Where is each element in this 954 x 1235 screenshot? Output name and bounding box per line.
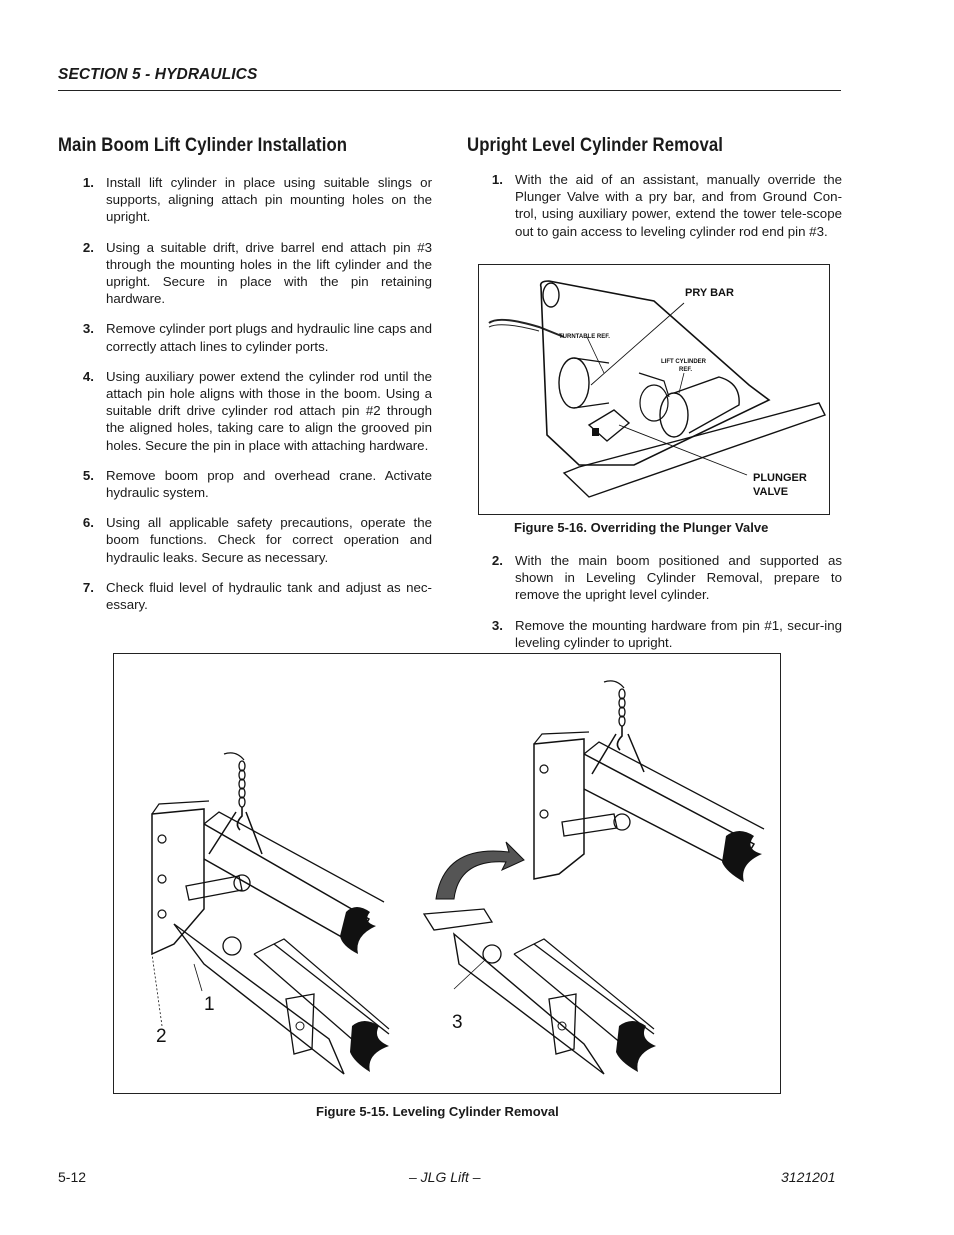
step-number: 5.: [82, 467, 94, 483]
section-header: SECTION 5 - HYDRAULICS: [58, 66, 258, 83]
step-number: 3.: [491, 617, 503, 633]
step-number: 4.: [82, 368, 94, 384]
label-valve: VALVE: [753, 486, 789, 498]
left-section-title: Main Boom Lift Cylinder Installation: [58, 134, 348, 156]
step-item: [467, 171, 842, 240]
label-turntable-ref: TURNTABLE REF.: [559, 334, 610, 340]
step-item: [58, 514, 432, 566]
callout-2: 2: [156, 1026, 167, 1047]
label-lift-cylinder: LIFT CYLINDER: [661, 359, 706, 365]
plunger-valve-illustration: [479, 265, 828, 513]
step-item: [467, 617, 842, 651]
label-pry-bar: PRY BAR: [685, 287, 734, 299]
figure-15-caption: Figure 5-15. Leveling Cylinder Removal: [316, 1104, 559, 1119]
right-steps-list-a: [467, 171, 842, 253]
step-item: [58, 579, 432, 613]
step-item: [58, 368, 432, 454]
callout-1: 1: [204, 994, 215, 1015]
step-number: 6.: [82, 515, 94, 531]
step-text: Remove boom prop and overhead crane. Activate hydraulic system.: [106, 467, 432, 501]
figure-15-box: [113, 653, 781, 1094]
step-text: Remove the mounting hardware from pin #1, secur-ing leveling cylinder to upright.: [515, 617, 842, 650]
figure-16-caption: Figure 5-16. Overriding the Plunger Valve: [514, 520, 769, 535]
step-item: [58, 174, 432, 226]
footer-doc-number: 3121201: [781, 1169, 836, 1185]
label-plunger: PLUNGER: [753, 472, 807, 484]
step-item: [58, 467, 432, 501]
callout-3: 3: [452, 1012, 463, 1033]
footer-brand: – JLG Lift –: [409, 1169, 481, 1185]
right-steps-list-b: [467, 552, 842, 664]
step-text: Check fluid level of hydraulic tank and adjust as nec-essary.: [106, 579, 432, 613]
step-item: [58, 320, 432, 354]
figure-16-box: [478, 264, 830, 515]
step-number: 3.: [82, 321, 94, 337]
step-text: Using a suitable drift, drive barrel end attach pin #3 through the mounting holes in the lift cylinder and the upright. Secure in place with the pin retaining hardware.: [106, 239, 432, 307]
step-number: 1.: [82, 175, 94, 190]
left-steps-list: [58, 174, 432, 626]
step-text: With the main boom positioned and supported as shown in Leveling Cylinder Removal, prepare to remove the upright level cylinder.: [515, 553, 842, 603]
step-number: 1.: [491, 172, 503, 187]
step-number: 7.: [82, 579, 94, 595]
step-item: [58, 239, 432, 308]
step-text: With the aid of an assistant, manually override the Plunger Valve with a pry bar, and from Ground Con-trol, using auxiliary power, extend the tower tele-scope out to gain access to leveling cylinder rod end pin #3.: [515, 172, 842, 239]
step-text: Using auxiliary power extend the cylinder rod until the attach pin hole aligns with those in the boom. Using a suitable drift drive cylinder rod attach pin #2 through the aligned holes, taking care to align the grooved pin holes. Secure the pin in place with attaching hardware.: [106, 368, 432, 453]
right-section-title: Upright Level Cylinder Removal: [467, 134, 724, 156]
header-rule: [58, 90, 841, 91]
leveling-cylinder-illustration: [114, 654, 779, 1092]
step-text: Install lift cylinder in place using suitable slings or supports, aligning attach pin mounting holes on the upright.: [106, 175, 432, 225]
step-number: 2.: [82, 239, 94, 255]
label-lift-cylinder-ref: REF.: [679, 367, 693, 373]
step-number: 2.: [491, 553, 503, 568]
step-text: Using all applicable safety precautions, operate the boom functions. Check for correct operation and hydraulic leaks. Secure as necessary.: [106, 515, 432, 565]
step-item: [467, 552, 842, 604]
footer-page-number: 5-12: [58, 1169, 87, 1185]
step-text: Remove cylinder port plugs and hydraulic line caps and correctly attach lines to cylinder ports.: [106, 321, 432, 354]
